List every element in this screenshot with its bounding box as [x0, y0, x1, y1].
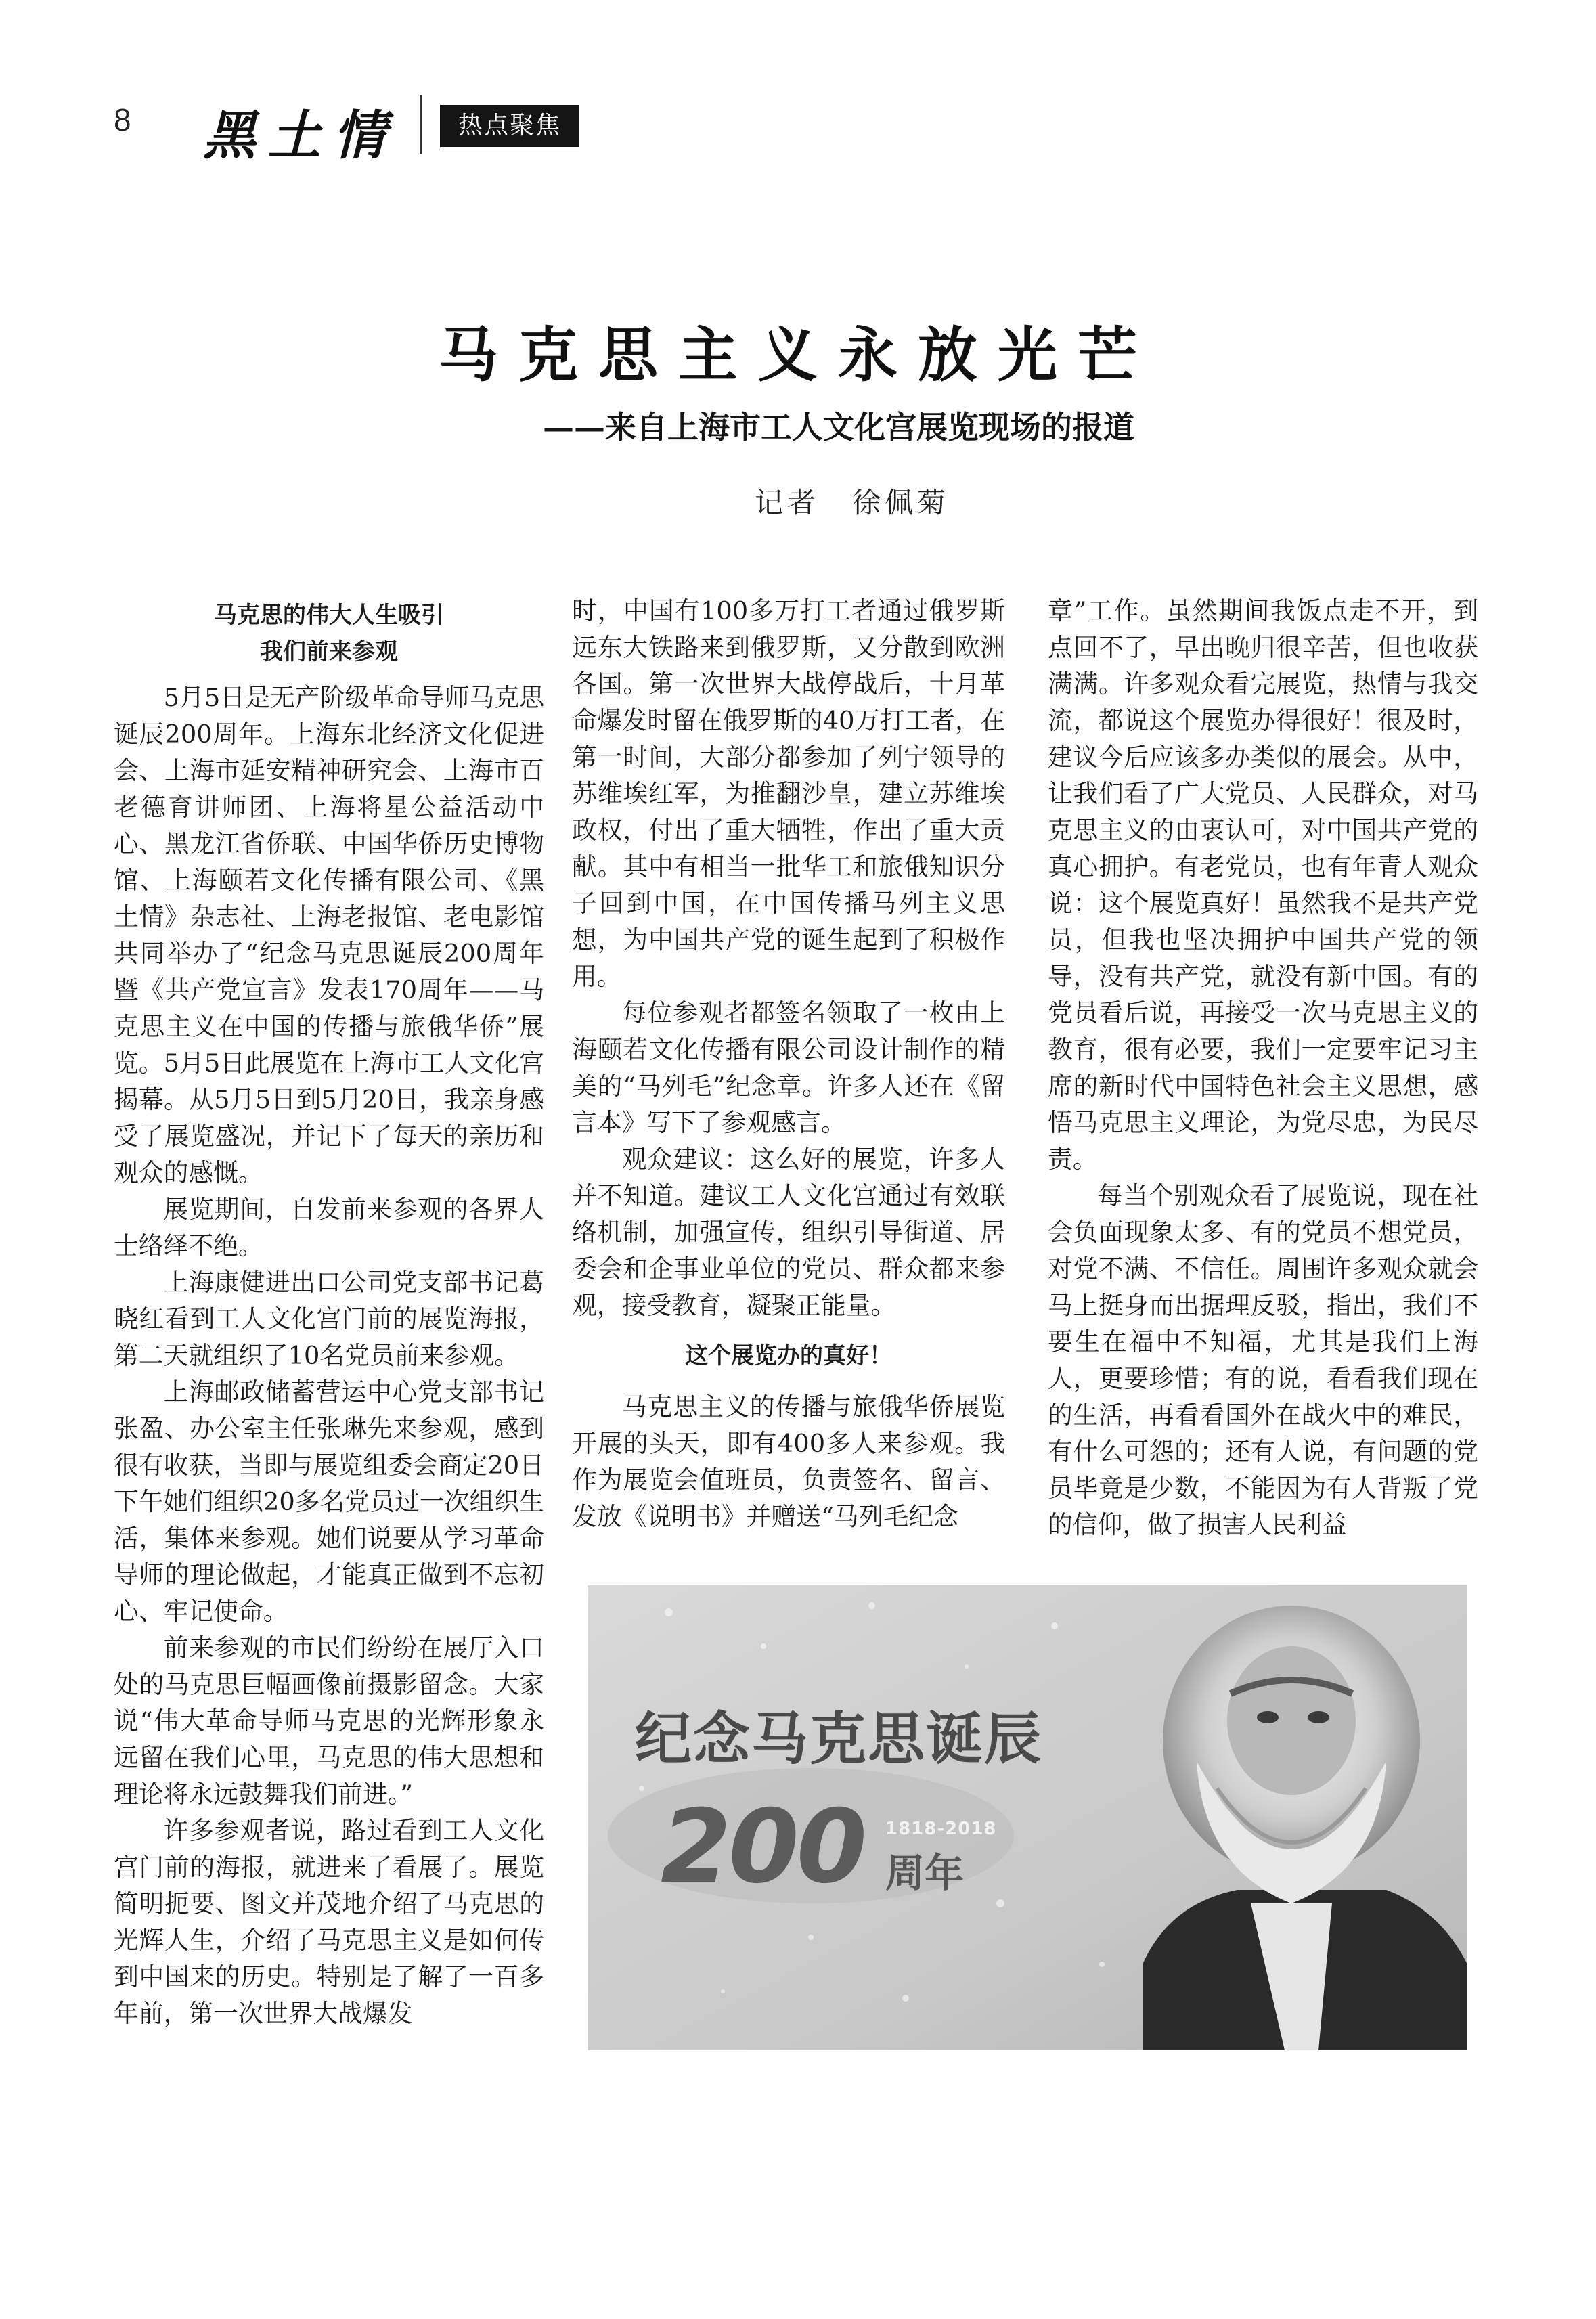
paragraph: 上海邮政储蓄营运中心党支部书记张盈、办公室主任张琳先来参观，感到很有收获，当即与展览组委会商定20日下午她们组织20多名党员过一次组织生活，集体来参观。她们说要从学习革命导师的理论做起，才能真正做到不忘初心、牢记使命。	[114, 1377, 544, 1626]
paragraph: 前来参观的市民们纷纷在展厅入口处的马克思巨幅画像前摄影留念。大家说“伟大革命导师马克思的光辉形象永远留在我们心里，马克思的伟大思想和理论将永远鼓舞我们前进。”	[114, 1633, 544, 1809]
header-divider	[420, 95, 422, 154]
paragraph: 5月5日是无产阶级革命导师马克思诞辰200周年。上海东北经济文化促进会、上海市延安精神研究会、上海市百老德育讲师团、上海将星公益活动中心、黑龙江省侨联、中国华侨历史博物馆、上海颐若文化传播有限公司、《黑土情》杂志社、上海老报馆、老电影馆共同举办了“纪念马克思诞辰200周年暨《共产党宣言》发表170周年——马克思主义在中国的传播与旅俄华侨”展览。5月5日此展览在上海市工人文化宫揭幕。从5月5日到5月20日，我亲身感受了展览盛况，并记下了每天的亲历和观众的感慨。	[114, 683, 544, 1187]
section-tag: 热点聚焦	[440, 105, 579, 147]
poster-year-range: 1818-2018	[885, 1819, 997, 1839]
poster-number: 200	[661, 1788, 865, 1906]
page-number: 8	[114, 102, 131, 137]
article-column-1	[114, 593, 544, 2032]
paragraph: 每当个别观众看了展览说，现在社会负面现象太多、有的党员不想党员，对党不满、不信任。周围许多观众就会马上挺身而出据理反驳，指出，我们不要生在福中不知福，尤其是我们上海人，更要珍惜；有的说，看看我们现在的生活，再看看国外在战火中的难民，有什么可怨的；还有人说，有问题的党员毕竟是少数，不能因为有人背叛了党的信仰，做了损害人民利益	[1048, 1181, 1478, 1539]
byline: 记者 徐佩菊	[754, 486, 950, 519]
paragraph: 上海康健进出口公司党支部书记葛晓红看到工人文化宫门前的展览海报，第二天就组织了10名党员前来参观。	[114, 1268, 544, 1370]
paragraph: 许多参观者说，路过看到工人文化宫门前的海报，就进来了看展了。展览简明扼要、图文并茂地介绍了马克思的光辉人生，介绍了马克思主义是如何传到中国来的历史。特别是了解了一百多年前，第一次世界大战爆发	[114, 1816, 544, 2028]
poster-headline: 纪念马克思诞辰	[635, 1706, 1043, 1772]
article-column-3	[1048, 593, 1478, 1543]
article-title: 马克思主义永放光芒	[438, 319, 1157, 390]
paragraph: 展览期间，自发前来参观的各界人士络绎不绝。	[114, 1195, 544, 1260]
paragraph: 时，中国有100多万打工者通过俄罗斯远东大铁路来到俄罗斯，又分散到欧洲各国。第一次世界大战停战后，十月革命爆发时留在俄罗斯的40万打工者，在第一时间，大部分都参加了列宁领导的苏维埃红军，为推翻沙皇，建立苏维埃政权，付出了重大牺牲，作出了重大贡献。其中有相当一批华工和旅俄知识分子回到中国，在中国传播马列主义思想，为中国共产党的诞生起到了积极作用。	[572, 596, 1005, 991]
paragraph: 章”工作。虽然期间我饭点走不开，到点回不了，早出晚归很辛苦，但也收获满满。许多观众看完展览，热情与我交流，都说这个展览办得很好！很及时，建议今后应该多办类似的展会。从中，让我们看了广大党员、人民群众，对马克思主义的由衷认可，对中国共产党的真心拥护。有老党员，也有年青人观众说：这个展览真好！虽然我不是共产党员，但我也坚决拥护中国共产党的领导，没有共产党，就没有新中国。有的党员看后说，再接受一次马克思主义的教育，很有必要，我们一定要牢记习主席的新时代中国特色社会主义思想，感悟马克思主义理论，为党尽忠，为民尽责。	[1048, 596, 1478, 1174]
section-heading: 马克思的伟大人生吸引 我们前来参观	[214, 602, 444, 665]
article-column-2	[572, 593, 1005, 1535]
magazine-logo: 黑土情	[203, 105, 399, 167]
paragraph: 观众建议：这么好的展览，许多人并不知道。建议工人文化宫通过有效联络机制，加强宣传，组织引导街道、居委会和企事业单位的党员、群众都来参观，接受教育，凝聚正能量。	[572, 1145, 1005, 1320]
marx-anniversary-poster	[588, 1585, 1467, 2050]
article-subtitle: ——来自上海市工人文化宫展览现场的报道	[543, 409, 1134, 445]
section-heading: 这个展览办的真好！	[685, 1342, 892, 1369]
paragraph: 每位参观者都签名领取了一枚由上海颐若文化传播有限公司设计制作的精美的“马列毛”纪念章。许多人还在《留言本》写下了参观感言。	[572, 998, 1005, 1137]
poster-unit: 周年	[885, 1850, 965, 1896]
paragraph: 马克思主义的传播与旅俄华侨展览开展的头天，即有400多人来参观。我作为展览会值班员，负责签名、留言、发放《说明书》并赠送“马列毛纪念	[572, 1392, 1005, 1531]
